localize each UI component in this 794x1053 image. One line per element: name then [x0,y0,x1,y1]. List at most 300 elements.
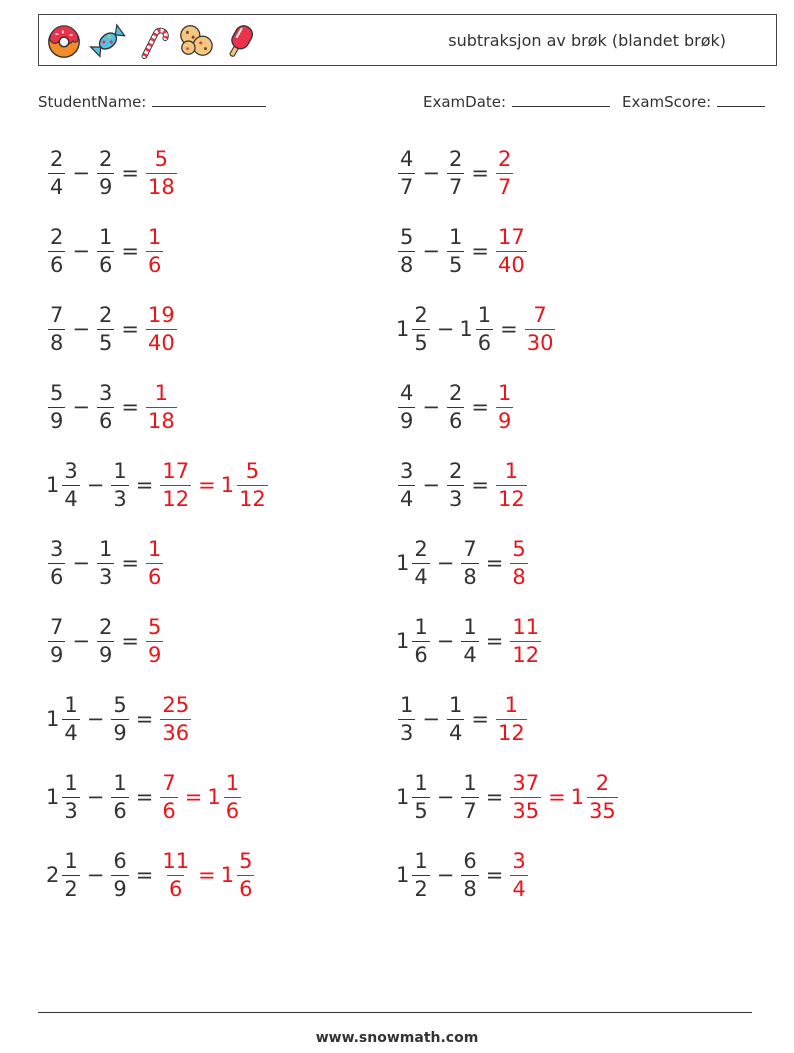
subtrahend-fraction [461,614,478,667]
minus-sign: − [86,473,105,497]
minuend-whole: 2 [46,863,60,887]
minuend-fraction [412,770,429,823]
minuend-numerator: 1 [414,770,428,795]
answer-numerator: 1 [504,458,519,483]
minuend-fraction [48,146,65,199]
subtrahend-fraction [97,224,114,277]
answer-mixed-numerator: 2 [595,770,610,795]
minuend-denominator: 8 [50,330,64,355]
minuend-denominator: 6 [50,564,64,589]
equals-sign: = [471,161,489,185]
minuend-fraction [398,692,415,745]
minus-sign: − [436,551,455,575]
answer-fraction [146,536,163,589]
equals-sign: = [121,551,139,575]
subtrahend-fraction [447,380,464,433]
answer-mixed-denominator: 6 [239,876,253,901]
subtrahend-numerator: 1 [463,770,477,795]
answer-denominator: 7 [497,174,512,199]
minus-sign: − [436,785,455,809]
exam-date-blank[interactable] [512,92,610,107]
subtrahend-numerator: 2 [448,380,463,405]
minuend-fraction [48,302,65,355]
answer [494,146,515,199]
answer-numerator: 17 [162,458,190,483]
answer [508,848,529,901]
minuend-denominator: 9 [50,642,64,667]
answer-denominator: 12 [162,486,190,511]
minuend-numerator: 7 [50,614,64,639]
minuend-fraction [62,770,79,823]
minuend-fraction [412,848,429,901]
subtrahend-numerator: 6 [113,848,127,873]
minuend-fraction [398,146,415,199]
answer-numerator: 19 [147,302,175,327]
minus-sign: − [422,395,440,419]
equals-sign: = [485,629,504,653]
answer [494,380,515,433]
subtrahend-fraction [461,848,478,901]
answer-numerator: 3 [512,848,526,873]
equals-sign: = [121,161,139,185]
minuend-fraction [398,224,415,277]
equals-sign: = [121,629,139,653]
minuend-fraction [412,302,429,355]
problem-item [396,531,530,595]
answer [158,458,269,511]
answer-denominator: 36 [162,720,190,745]
subtrahend-denominator: 6 [113,798,127,823]
equals-sign: = [485,551,504,575]
minus-sign: − [436,317,455,341]
equals-sign: = [500,317,518,341]
exam-score-label: ExamScore: [622,93,712,111]
subtrahend-numerator: 7 [463,536,477,561]
answer-denominator: 40 [497,252,525,277]
problem-item [46,843,256,907]
minuend-denominator: 6 [414,642,428,667]
minuend-numerator: 2 [50,224,64,249]
answer-numerator: 5 [512,536,526,561]
footer-divider [38,1012,752,1013]
problem-item [46,375,179,439]
subtrahend-numerator: 5 [113,692,127,717]
minus-sign: − [86,785,105,809]
candy-cane-icon [133,21,171,61]
answer-numerator: 2 [497,146,512,171]
answer-fraction [146,614,163,667]
minuend-numerator: 1 [414,848,428,873]
student-name-field [38,92,266,111]
minuend-denominator: 4 [414,564,428,589]
problem-item [46,609,165,673]
equals-sign: = [485,785,504,809]
equals-sign: = [471,395,489,419]
subtrahend-fraction [111,848,128,901]
popsicle-icon [221,21,259,61]
problem-item [46,219,165,283]
exam-score-blank[interactable] [717,92,765,107]
minuend-denominator: 5 [414,798,428,823]
problem-item [396,219,529,283]
subtrahend-denominator: 9 [98,642,113,667]
answer-mixed-whole: 1 [220,473,235,497]
minus-sign: − [422,239,440,263]
answer-equals-sign: = [198,473,216,497]
minuend-denominator: 3 [64,798,78,823]
minuend-numerator: 2 [50,146,64,171]
minus-sign: − [436,629,455,653]
subtrahend-denominator: 3 [448,486,463,511]
answer-mixed-numerator: 5 [245,458,260,483]
equals-sign: = [471,473,489,497]
subtrahend-numerator: 2 [98,146,113,171]
answer [144,146,179,199]
minuend-denominator: 4 [50,174,64,199]
answer-numerator: 1 [147,224,162,249]
problem-item [396,375,515,439]
answer-denominator: 12 [497,720,525,745]
subtrahend-fraction [447,224,464,277]
subtrahend-fraction [447,692,464,745]
answer [144,380,179,433]
minuend-denominator: 9 [400,408,414,433]
subtrahend-fraction [97,614,114,667]
header-icons [45,21,259,61]
problem-item [46,765,243,829]
answer-numerator: 7 [533,302,547,327]
answer [494,458,529,511]
problem-item [46,453,270,517]
minus-sign: − [72,161,90,185]
donut-icon [45,21,83,61]
answer-fraction [496,458,527,511]
minuend-denominator: 4 [64,720,78,745]
problem-item [46,531,165,595]
answer-fraction [510,848,527,901]
subtrahend-fraction [111,458,128,511]
minuend-numerator: 5 [50,380,64,405]
subtrahend-numerator: 1 [463,614,477,639]
subtrahend-denominator: 5 [98,330,113,355]
minuend-fraction [48,536,65,589]
answer-fraction [146,146,177,199]
answer-numerator: 1 [147,536,162,561]
minuend-denominator: 2 [414,876,428,901]
subtrahend-numerator: 2 [98,302,113,327]
minuend-whole: 1 [46,785,60,809]
subtrahend-numerator: 1 [98,536,113,561]
answer-denominator: 6 [162,798,176,823]
minus-sign: − [72,629,90,653]
answer-denominator: 9 [147,642,162,667]
answer [144,536,165,589]
answer-fraction [160,458,191,511]
subtrahend-fraction [447,458,464,511]
minuend-numerator: 3 [400,458,414,483]
minuend-denominator: 6 [50,252,64,277]
minuend-numerator: 2 [414,302,428,327]
minuend-denominator: 7 [400,174,414,199]
minus-sign: − [422,707,440,731]
student-name-label: StudentName: [38,93,147,111]
subtrahend-fraction [97,302,114,355]
minus-sign: − [72,395,90,419]
problem-item [396,843,530,907]
problem-item [396,765,620,829]
answer [523,302,558,355]
subtrahend-denominator: 6 [98,252,113,277]
answer-numerator: 5 [147,614,162,639]
problem-item [46,297,179,361]
answer-numerator: 11 [162,848,190,873]
equals-sign: = [471,239,489,263]
answer [508,536,529,589]
answer-fraction [146,224,163,277]
minus-sign: − [86,707,105,731]
problem-item [396,141,515,205]
subtrahend-fraction [97,146,114,199]
answer [144,614,165,667]
minuend-denominator: 8 [400,252,414,277]
subtrahend-denominator: 3 [98,564,113,589]
answer [144,302,179,355]
answer-fraction [496,224,527,277]
minuend-fraction [398,458,415,511]
answer-fraction [496,692,527,745]
minuend-numerator: 3 [64,458,78,483]
answer-denominator: 12 [497,486,525,511]
answer-mixed-fraction [224,770,241,823]
footer-url: www.snowmath.com [315,1030,479,1046]
minuend-fraction [62,692,79,745]
subtrahend-fraction [97,380,114,433]
answer-mixed-fraction [237,458,268,511]
answer-numerator: 25 [162,692,190,717]
answer-fraction [496,380,513,433]
subtrahend-denominator: 4 [448,720,463,745]
subtrahend-numerator: 1 [113,770,127,795]
minus-sign: − [72,239,90,263]
minuend-denominator: 4 [400,486,414,511]
subtrahend-numerator: 2 [98,614,113,639]
minuend-whole: 1 [396,785,410,809]
answer-mixed-denominator: 35 [589,798,616,823]
answer-fraction [160,770,177,823]
equals-sign: = [485,863,504,887]
minuend-fraction [48,380,65,433]
answer [508,614,543,667]
subtrahend-denominator: 6 [448,408,463,433]
minuend-fraction [48,614,65,667]
minuend-numerator: 4 [400,380,414,405]
answer-fraction [496,146,513,199]
answer-denominator: 18 [147,174,175,199]
minuend-denominator: 3 [400,720,414,745]
subtrahend-numerator: 1 [477,302,492,327]
answer-denominator: 6 [147,564,162,589]
minuend-numerator: 4 [400,146,414,171]
minus-sign: − [422,473,440,497]
problem-item [396,297,557,361]
subtrahend-whole: 1 [459,317,473,341]
exam-date-field [423,92,610,111]
minuend-fraction [412,614,429,667]
minuend-whole: 1 [396,317,410,341]
minuend-denominator: 4 [64,486,78,511]
answer-fraction [160,692,191,745]
subtrahend-denominator: 9 [98,174,113,199]
answer-denominator: 4 [512,876,526,901]
minuend-fraction [412,536,429,589]
answer-equals-sign: = [198,863,216,887]
answer-denominator: 35 [512,798,540,823]
minuend-whole: 1 [46,473,60,497]
minuend-denominator: 5 [414,330,428,355]
answer-fraction [160,848,191,901]
answer-denominator: 12 [512,642,540,667]
answer-denominator: 8 [512,564,526,589]
exam-score-field [622,92,765,111]
answer-fraction [146,302,177,355]
minuend-denominator: 2 [64,876,78,901]
answer [158,770,243,823]
equals-sign: = [121,317,139,341]
subtrahend-denominator: 8 [463,876,477,901]
subtrahend-denominator: 5 [448,252,463,277]
answer-numerator: 17 [497,224,525,249]
answer [508,770,619,823]
subtrahend-numerator: 2 [448,458,463,483]
cookies-icon [177,21,215,61]
equals-sign: = [135,473,154,497]
exam-date-label: ExamDate: [423,93,507,111]
minuend-numerator: 7 [50,302,64,327]
answer-denominator: 40 [147,330,175,355]
student-name-blank[interactable] [152,92,266,107]
minuend-fraction [62,458,79,511]
minuend-fraction [398,380,415,433]
equals-sign: = [121,239,139,263]
answer-mixed-whole: 1 [570,785,585,809]
minuend-whole: 1 [396,629,410,653]
answer-numerator: 11 [512,614,540,639]
answer-mixed-denominator: 12 [239,486,266,511]
minus-sign: − [72,551,90,575]
minus-sign: − [422,161,440,185]
subtrahend-numerator: 1 [113,458,127,483]
answer-denominator: 30 [526,330,554,355]
subtrahend-fraction [447,146,464,199]
subtrahend-denominator: 6 [98,408,113,433]
answer-mixed-denominator: 6 [225,798,240,823]
answer-denominator: 9 [497,408,512,433]
minuend-denominator: 9 [50,408,64,433]
equals-sign: = [135,863,154,887]
answer-numerator: 37 [512,770,540,795]
minuend-numerator: 1 [400,692,414,717]
problem-item [46,141,179,205]
equals-sign: = [135,707,154,731]
minuend-fraction [62,848,79,901]
answer-denominator: 6 [147,252,162,277]
answer-fraction [146,380,177,433]
answer-equals-sign: = [548,785,566,809]
subtrahend-denominator: 9 [113,876,127,901]
answer-mixed-whole: 1 [220,863,235,887]
equals-sign: = [471,707,489,731]
minuend-whole: 1 [46,707,60,731]
problem-item [396,453,529,517]
subtrahend-denominator: 7 [448,174,463,199]
problem-item [396,609,543,673]
minuend-numerator: 1 [64,692,78,717]
answer [158,692,193,745]
header-box [38,14,777,66]
subtrahend-numerator: 2 [448,146,463,171]
answer [494,224,529,277]
subtrahend-denominator: 3 [113,486,127,511]
answer-equals-sign: = [184,785,203,809]
answer-mixed-fraction [587,770,618,823]
subtrahend-fraction [461,536,478,589]
subtrahend-numerator: 1 [448,224,463,249]
answer-mixed-numerator: 1 [225,770,240,795]
minuend-numerator: 1 [414,614,428,639]
answer-numerator: 1 [504,692,519,717]
subtrahend-numerator: 1 [448,692,463,717]
equals-sign: = [121,395,139,419]
answer-numerator: 1 [154,380,169,405]
answer-denominator: 18 [147,408,175,433]
answer [144,224,165,277]
minuend-numerator: 1 [64,770,78,795]
answer [494,692,529,745]
answer-fraction [510,770,541,823]
candy-icon [89,21,127,61]
minuend-numerator: 1 [64,848,78,873]
minuend-numerator: 2 [414,536,428,561]
subtrahend-fraction [461,770,478,823]
subtrahend-numerator: 6 [463,848,477,873]
problem-item [46,687,193,751]
problem-item [396,687,529,751]
minuend-whole: 1 [396,551,410,575]
minuend-numerator: 3 [50,536,64,561]
answer-numerator: 7 [162,770,176,795]
minuend-whole: 1 [396,863,410,887]
answer-denominator: 6 [169,876,183,901]
answer-mixed-fraction [237,848,254,901]
minuend-numerator: 5 [400,224,414,249]
subtrahend-fraction [111,692,128,745]
subtrahend-fraction [111,770,128,823]
answer-fraction [510,536,527,589]
answer-mixed-whole: 1 [207,785,221,809]
subtrahend-fraction [97,536,114,589]
answer-numerator: 5 [154,146,169,171]
equals-sign: = [135,785,154,809]
subtrahend-denominator: 9 [113,720,127,745]
subtrahend-denominator: 6 [477,330,492,355]
minus-sign: − [436,863,455,887]
answer-fraction [525,302,556,355]
answer-mixed-numerator: 5 [239,848,253,873]
minus-sign: − [86,863,105,887]
minus-sign: − [72,317,90,341]
subtrahend-denominator: 4 [463,642,477,667]
subtrahend-numerator: 1 [98,224,113,249]
